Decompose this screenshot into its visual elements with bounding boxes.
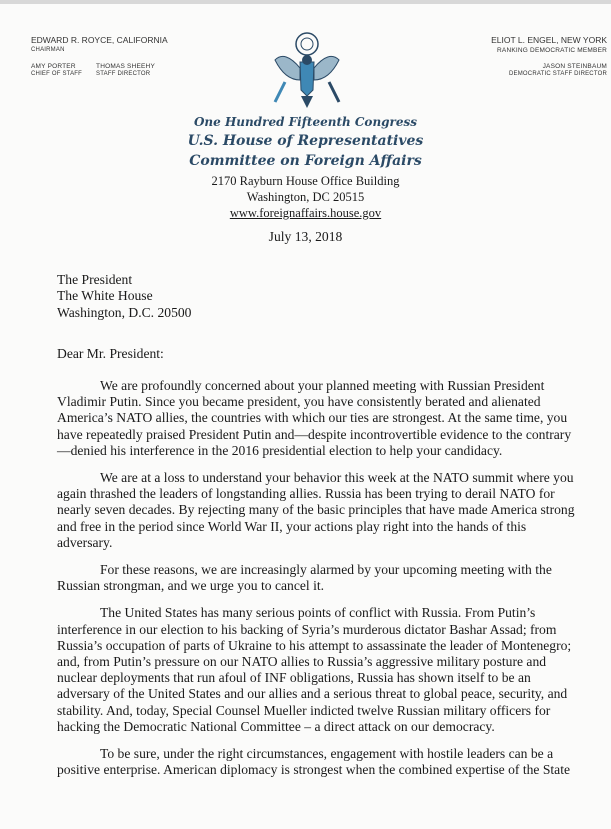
chairman-name: EDWARD R. ROYCE, CALIFORNIA [31,35,168,45]
committee-heading: Committee on Foreign Affairs [189,153,422,169]
body-paragraph: To be sure, under the right circumstances, engagement with hostile leaders can be a positive enterprise. American diplomacy is strongest when the combined expertise of the State [57,746,571,778]
great-seal-eagle-icon [245,30,370,110]
house-heading: U.S. House of Representatives [187,133,424,149]
staff-list [31,63,155,77]
letter-date: July 13, 2018 [268,229,343,244]
staff-title: STAFF DIRECTOR [96,71,151,77]
ranking-member-name: ELIOT L. ENGEL, NEW YORK [491,35,607,45]
chairman-title: CHAIRMAN [31,47,65,53]
staff-entry [31,63,82,77]
body-paragraph: For these reasons, we are increasingly alarmed by your upcoming meeting with the Russian strongman, and we urge you to cancel it. [57,562,552,594]
body-paragraph: We are at a loss to understand your behavior this week at the NATO summit where you again thrashed the leaders of longstanding allies. Russia has been trying to derail NATO for nearly seven decades. By rejecting many of the basic principles that have made America strong and free in the period since World War II, your actions play right into the hands of this adversary. [57,470,575,550]
scan-edge [0,0,611,4]
website-link[interactable]: www.foreignaffairs.house.gov [229,206,382,220]
staff-entry [96,63,155,77]
recipient-address [57,272,587,321]
letter-body [57,378,584,789]
staff-title: CHIEF OF STAFF [31,71,83,77]
congress-heading: One Hundred Fifteenth Congress [193,115,418,129]
recipient-line: Washington, D.C. 20500 [57,304,192,320]
recipient-line: The White House [57,288,153,304]
staff-title: DEMOCRATIC STAFF DIRECTOR [509,71,607,77]
staff-name: JASON STEINBAUM [542,63,607,70]
salutation: Dear Mr. President: [57,346,164,361]
staff-name: AMY PORTER [31,63,76,70]
body-paragraph: The United States has many serious points of conflict with Russia. From Putin’s interference in our election to his backing of Syria’s murderous dictator Bashar Assad; from Russia’s occupation of parts of Ukraine to his attempt to assassinate the leader of Montenegro; and, from Putin’s pressure on our NATO allies to Russia’s aggressive military posture and nuclear deployments that run afoul of INF obligations, Russia has shown itself to be an adversary of the United States and our allies and a serious threat to global peace, security, and stability. And, today, Special Counsel Mueller indicted twelve Russian military officers for hacking the Democratic National Committee – a direct attack on our democracy. [57,605,572,734]
ranking-member-title: RANKING DEMOCRATIC MEMBER [497,47,607,54]
body-paragraph: We are profoundly concerned about your planned meeting with Russian President Vladimir Putin. Since you became president, you have consistently berated and alienated America’s NATO allies, the countries with which our ties are strongest. At the same time, you have repeatedly praised President Putin and—despite incontrovertible evidence to the contrary—denied his interference in the 2016 presidential election to help your candidacy. [57,378,572,458]
recipient-line: The President [57,272,133,287]
office-city: Washington, DC 20515 [246,190,365,204]
office-address: 2170 Rayburn House Office Building [211,174,400,188]
ranking-member-block [491,35,607,77]
staff-name: THOMAS SHEEHY [96,63,155,70]
